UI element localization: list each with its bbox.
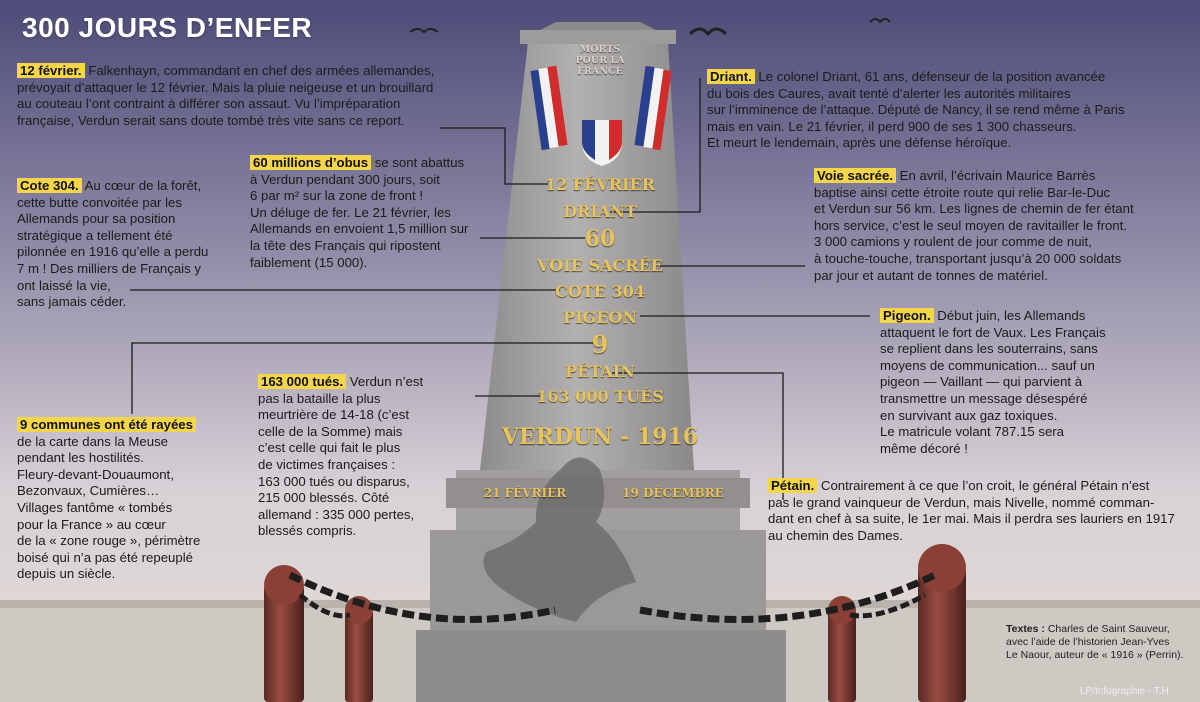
block-obus bbox=[250, 155, 468, 271]
monument-line: 60 bbox=[584, 226, 616, 252]
page-title: 300 JOURS D’ENFER bbox=[22, 12, 313, 43]
block-12-fevrier bbox=[17, 63, 434, 129]
text-cote-304: Au cœur de la forêt, cette butte convoitée par les Allemands pour sa position stratégique a tellement été pilonnée en 1916 qu’elle a perdu 7 m ! Des milliers de Français y ont laissé la vie, sans jamais céder. bbox=[17, 178, 209, 310]
text-communes: de la carte dans la Meuse pendant les hostilités. Fleury-devant-Douaumont, Bezonvaux, Cumières… Villages fantôme « tombés pour la France » au cœur de la « zone rouge », périmètre boisé qui n’a pas été repeuplé depuis un siècle. bbox=[17, 433, 201, 582]
chain-post bbox=[264, 565, 304, 702]
monument-main-inscription: VERDUN - 1916 bbox=[501, 424, 699, 450]
block-163000-tues bbox=[258, 374, 423, 540]
tag-cote-304: Cote 304. bbox=[17, 178, 82, 193]
monument-line: 163 000 TUÉS bbox=[536, 387, 664, 406]
text-petain: Contrairement à ce que l’on croit, le général Pétain n’est pas le grand vainqueur de Verdun, mais Nivelle, nommé comman- dant en chef à sa suite, le 1er mai. Mais il perdra ses lauriers en 1917 au chemin des Dames. bbox=[768, 478, 1175, 543]
chain-post bbox=[345, 596, 373, 702]
monument-plaque: MORTS POUR LA FRANCE bbox=[575, 44, 625, 77]
tag-driant: Driant. bbox=[707, 69, 755, 84]
block-cote-304 bbox=[17, 178, 208, 311]
chain-post bbox=[918, 544, 966, 702]
block-voie-sacree bbox=[814, 168, 1134, 284]
tag-163000-tues: 163 000 tués. bbox=[258, 374, 346, 389]
credits bbox=[1006, 623, 1183, 662]
text-163000-tues: Verdun n’est pas la bataille la plus meurtrière de 14-18 (c’est celle de la Somme) mais c’est celle qui fait le plus de victimes françaises : 163 000 tués ou disparus, 215 000 blessés. Côté allemand : 335 000 pertes, blessés compris. bbox=[258, 374, 424, 539]
block-petain bbox=[768, 478, 1175, 544]
text-voie-sacree: En avril, l’écrivain Maurice Barrès baptise ainsi cette étroite route qui relie Bar-le-Duc et Verdun sur 56 km. Les lignes de chemin de fer étant hors service, c’est le seul moyen de ravitailler le front. 3 000 camions y roulent de jour comme de nuit, à touche-touche, transportant jusqu’à 20 000 soldats par jour et autant de tonnes de matériel. bbox=[814, 168, 1134, 283]
credits-text: Charles de Saint Sauveur, avec l’aide de l’historien Jean-Yves Le Naour, auteur de « 1916 » (Perrin). bbox=[1006, 623, 1184, 661]
text-driant: Le colonel Driant, 61 ans, défenseur de la position avancée du bois des Caures, avait tenté d’alerter les autorités militaires sur l’imminence de l’attaque. Député de Nancy, il se rend même à Paris mais en vain. Le 21 février, il perd 900 de ses 1 300 chasseurs. Et meurt le lendemain, après une défense héroïque. bbox=[707, 69, 1125, 151]
tag-obus: 60 millions d’obus bbox=[250, 155, 371, 170]
tag-12-fevrier: 12 février. bbox=[17, 63, 85, 78]
block-pigeon bbox=[880, 308, 1106, 457]
text-pigeon: Début juin, les Allemands attaquent le fort de Vaux. Les Français se replient dans les souterrains, sans moyens de communication... sauf un pigeon — Vaillant — qui parvient à transmettre un message désespéré en survivant aux gaz toxiques. Le matricule volant 787.15 sera même décoré ! bbox=[880, 308, 1106, 456]
monument-line: COTE 304 bbox=[555, 282, 645, 301]
monument-line: PÉTAIN bbox=[565, 362, 635, 381]
block-communes bbox=[17, 417, 200, 583]
monument-line: DRIANT bbox=[563, 202, 637, 221]
text-12-fevrier: Falkenhayn, commandant en chef des armées allemandes, prévoyait d’attaquer le 12 février. Mais la pluie neigeuse et un brouillard au couteau l’ont contraint à différer son assaut. Vu l’impréparation française, Verdun serait sans doute tombé très vite sans ce report. bbox=[17, 63, 435, 128]
monument-date-right: 19 DÉCEMBRE bbox=[622, 486, 724, 500]
monument-line: 9 bbox=[591, 330, 609, 359]
tag-voie-sacree: Voie sacrée. bbox=[814, 168, 896, 183]
monument-line: VOIE SACRÉE bbox=[537, 256, 663, 275]
source-credit: LP/Infographie - T.H. bbox=[1080, 686, 1172, 697]
credits-label: Textes : bbox=[1006, 623, 1045, 635]
monument-line: 12 FÉVRIER bbox=[544, 175, 656, 194]
tag-pigeon: Pigeon. bbox=[880, 308, 934, 323]
block-driant bbox=[707, 69, 1125, 152]
monument-line: PIGEON bbox=[563, 308, 637, 327]
tag-communes: 9 communes ont été rayées bbox=[17, 417, 196, 432]
monument-date-left: 21 FÉVRIER bbox=[483, 486, 567, 500]
text-obus: se sont abattus à Verdun pendant 300 jours, soit 6 par m² sur la zone de front ! Un déluge de fer. Le 21 février, les Allemands en envoient 1,5 million sur la tête des Français qui ripostent faiblement (15 000). bbox=[250, 155, 469, 270]
tag-petain: Pétain. bbox=[768, 478, 817, 493]
